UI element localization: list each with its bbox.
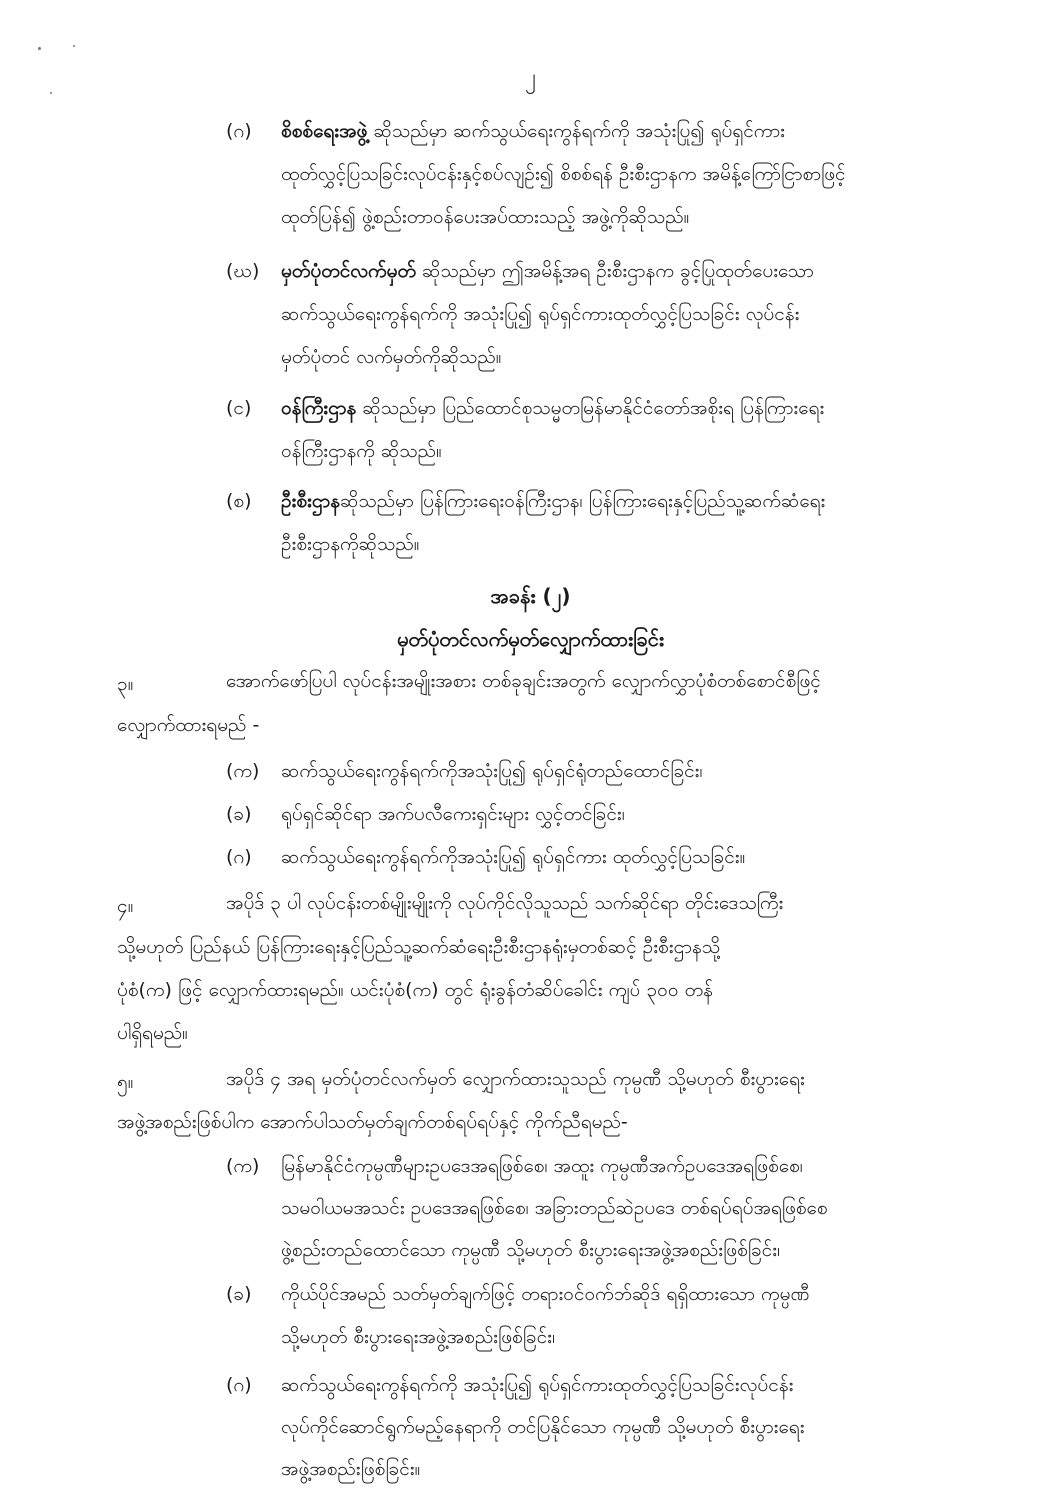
scan-speck — [73, 45, 75, 47]
definition-line: ဆက်သွယ်ရေးကွန်ရက်ကို အသုံးပြု၍ ရုပ်ရှင်ကားထုတ်လွှင့်ပြသခြင်း လုပ်ငန်း — [281, 303, 800, 325]
subitem-line: ဖွဲ့စည်းတည်ထောင်သော ကုမ္ပဏီ သို့မဟုတ် စီးပွားရေးအဖွဲ့အစည်းဖြစ်ခြင်း၊ — [281, 1239, 781, 1261]
scan-speck — [38, 47, 41, 50]
definition-line: ထုတ်လွှင့်ပြသခြင်းလုပ်ငန်းနှင့်စပ်လျဉ်း၍ စိစစ်ရန် ဦးစီးဌာနက အမိန့်ကြော်ငြာစာဖြင့် — [281, 163, 846, 185]
definition-line: ထုတ်ပြန်၍ ဖွဲ့စည်းတာဝန်ပေးအပ်ထားသည့် အဖွဲ့ကိုဆိုသည်။ — [281, 206, 690, 228]
item-first-line — [281, 397, 824, 420]
definition-line: ဝန်ကြီးဌာနကို ဆိုသည်။ — [281, 440, 442, 462]
subitem-line: ဆက်သွယ်ရေးကွန်ရက်ကို အသုံးပြု၍ ရုပ်ရှင်ကားထုတ်လွှင့်ပြသခြင်းလုပ်ငန်း — [281, 1374, 794, 1396]
definition-text: ဆိုသည်မှာ ပြည်ထောင်စုသမ္မတမြန်မာနိုင်ငံတော်အစိုးရ ပြန်ကြားရေး — [356, 397, 825, 419]
section-line: အဖွဲ့အစည်းဖြစ်ပါက အောက်ပါသတ်မှတ်ချက်တစ်ရပ်ရပ်နှင့် ကိုက်ညီရမည်- — [117, 1111, 628, 1133]
page-number: ၂ — [525, 65, 536, 90]
subitem-line: ကိုယ်ပိုင်အမည် သတ်မှတ်ချက်ဖြင့် တရားဝင်ဝက်ဘ်ဆိုဒ် ရရှိထားသော ကုမ္ပဏီ — [281, 1283, 810, 1305]
chapter-number: အခန်း (၂) — [490, 584, 571, 608]
section-line: ပါရှိရမည်။ — [117, 1022, 188, 1044]
definition-line: မှတ်ပုံတင် လက်မှတ်ကိုဆိုသည်။ — [281, 346, 502, 368]
section-number: ၅။ — [117, 1071, 134, 1093]
subitem-line: လုပ်ကိုင်ဆောင်ရွက်မည့်နေရာကို တင်ပြနိုင်သော ကုမ္ပဏီ သို့မဟုတ် စီးပွားရေး — [281, 1416, 805, 1438]
subitem-marker: (ဂ) — [226, 1374, 252, 1396]
definition-text: ဆိုသည်မှာ ပြန်ကြားရေးဝန်ကြီးဌာန၊ ပြန်ကြားရေးနှင့်ပြည်သူ့ဆက်ဆံရေး — [340, 490, 826, 512]
subitem-marker: (က) — [226, 760, 260, 782]
defined-term: ဝန်ကြီးဌာန — [281, 397, 357, 419]
subitem-text: ဆက်သွယ်ရေးကွန်ရက်ကိုအသုံးပြု၍ ရုပ်ရှင်ရုံတည်ထောင်ခြင်း၊ — [281, 760, 703, 782]
defined-term: ဦးစီးဌာန — [281, 490, 341, 512]
subitem-line: မြန်မာနိုင်ငံကုမ္ပဏီများဥပဒေအရဖြစ်စေ၊ အထူး ကုမ္ပဏီအက်ဥပဒေအရဖြစ်စေ၊ — [281, 1155, 803, 1177]
item-first-line — [281, 260, 814, 283]
section-line: လျှောက်ထားရမည် - — [117, 714, 260, 736]
subitem-line: သမဝါယမအသင်း ဥပဒေအရဖြစ်စေ၊ အခြားတည်ဆဲဥပဒေ တစ်ရပ်ရပ်အရဖြစ်စေ — [281, 1197, 828, 1219]
section-line: ပုံစံ(က) ဖြင့် လျှောက်ထားရမည်။ ယင်းပုံစံ(က) တွင် ရုံးခွန်တံဆိပ်ခေါင်း ကျပ် ၃၀၀ တန် — [117, 979, 713, 1001]
subitem-marker: (ခ) — [226, 1283, 252, 1305]
section-line: အပိုဒ် ၄ အရ မှတ်ပုံတင်လက်မှတ် လျှောက်ထားသူသည် ကုမ္ပဏီ သို့မဟုတ် စီးပွားရေး — [226, 1068, 805, 1090]
item-first-line — [281, 120, 785, 143]
subitem-marker: (က) — [226, 1155, 260, 1177]
section-line: သို့မဟုတ် ပြည်နယ် ပြန်ကြားရေးနှင့်ပြည်သူ့ဆက်ဆံရေးဦးစီးဌာနရုံးမှတစ်ဆင့် ဦးစီးဌာနသို့ — [117, 936, 721, 958]
defined-term: မှတ်ပုံတင်လက်မှတ် — [281, 260, 416, 282]
subitem-line: အဖွဲ့အစည်းဖြစ်ခြင်း။ — [281, 1458, 421, 1480]
item-marker: (င) — [226, 397, 252, 419]
definition-line: ဦးစီးဌာနကိုဆိုသည်။ — [281, 533, 420, 555]
subitem-marker: (ခ) — [226, 803, 252, 825]
item-first-line — [281, 490, 825, 513]
subitem-text: ရုပ်ရှင်ဆိုင်ရာ အက်ပလီကေးရှင်းများ လွှင့်တင်ခြင်း၊ — [281, 803, 625, 825]
chapter-title: မှတ်ပုံတင်လက်မှတ်လျှောက်ထားခြင်း — [397, 627, 664, 651]
subitem-line: သို့မဟုတ် စီးပွားရေးအဖွဲ့အစည်းဖြစ်ခြင်း၊ — [281, 1326, 555, 1348]
definition-text: ဆိုသည်မှာ ဤအမိန့်အရ ဦးစီးဌာနက ခွင့်ပြုထုတ်ပေးသော — [416, 260, 814, 282]
definition-text: ဆိုသည်မှာ ဆက်သွယ်ရေးကွန်ရက်ကို အသုံးပြု၍ ရုပ်ရှင်ကား — [367, 120, 785, 142]
item-marker: (ဃ) — [226, 260, 260, 282]
subitem-marker: (ဂ) — [226, 846, 252, 868]
section-number: ၄။ — [117, 895, 134, 917]
item-marker: (ဂ) — [226, 120, 252, 142]
section-line: အပိုဒ် ၃ ပါ လုပ်ငန်းတစ်မျိုးမျိုးကို လုပ်ကိုင်လိုသူသည် သက်ဆိုင်ရာ တိုင်းဒေသကြီး — [226, 892, 784, 914]
section-line: အောက်ဖော်ပြပါ လုပ်ငန်းအမျိုးအစား တစ်ခုချင်းအတွက် လျှောက်လွှာပုံစံတစ်စောင်စီဖြင့် — [226, 670, 821, 692]
defined-term: စိစစ်ရေးအဖွဲ့ — [281, 120, 368, 142]
section-number: ၃။ — [117, 673, 134, 695]
subitem-text: ဆက်သွယ်ရေးကွန်ရက်ကိုအသုံးပြု၍ ရုပ်ရှင်ကား ထုတ်လွှင့်ပြသခြင်း။ — [281, 846, 746, 868]
item-marker: (စ) — [226, 490, 252, 512]
